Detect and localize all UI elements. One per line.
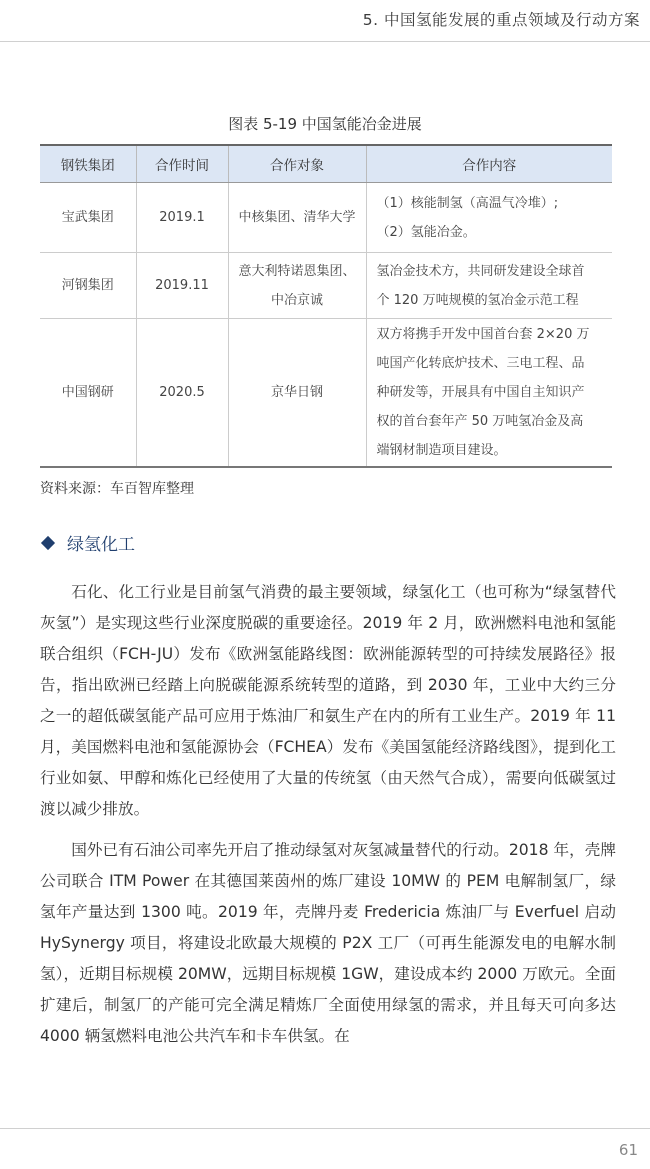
content-line: 个 120 万吨规模的氢冶金示范工程 [376, 292, 579, 308]
table-header-row [40, 145, 612, 183]
table-row [40, 319, 612, 467]
cell-group: 河钢集团 [40, 253, 136, 319]
source-note: 资料来源：车百智库整理 [40, 481, 194, 497]
content-line: （1）核能制氢（高温气冷堆）; [376, 195, 559, 211]
cell-content [366, 253, 612, 319]
column-header: 钢铁集团 [40, 145, 136, 183]
partner-line: 意大利特诺恩集团、 [238, 263, 356, 279]
cell-partner [228, 319, 366, 467]
partner-line: 中核集团、清华大学 [238, 210, 356, 225]
column-header: 合作内容 [366, 145, 612, 183]
content-line: 双方将携手开发中国首台套 2×20 万 [376, 326, 590, 342]
content-line: 吨国产化转底炉技术、三电工程、品 [376, 355, 585, 371]
cell-content [366, 319, 612, 467]
table-row [40, 183, 612, 253]
body-text [40, 577, 616, 1062]
section-title: 绿氢化工 [67, 535, 135, 555]
content-line: 氢冶金技术方，共同研发建设全球首 [376, 263, 585, 279]
cell-partner [228, 253, 366, 319]
cell-group: 宝武集团 [40, 183, 136, 253]
cell-time: 2020.5 [136, 319, 228, 467]
content-line: （2）氢能冶金。 [376, 224, 476, 240]
cell-content [366, 183, 612, 253]
table-row [40, 253, 612, 319]
cell-time: 2019.1 [136, 183, 228, 253]
partner-line: 京华日钢 [270, 384, 323, 400]
running-header: 5. 中国氢能发展的重点领域及行动方案 [362, 11, 640, 29]
hydrogen-metallurgy-table [40, 144, 612, 468]
cell-partner [228, 183, 366, 253]
page-number: 61 [618, 1141, 638, 1159]
footer-divider [0, 1128, 650, 1129]
paragraph: 石化、化工行业是目前氢气消费的最主要领域，绿氢化工（也可称为“绿氢替代灰氢”）是实现这些行业深度脱碳的重要途径。2019 年 2 月，欧洲燃料电池和氢能联合组织（FCH-JU）发布《欧洲氢能路线图：欧洲能源转型的可持续发展路径》报告，指出欧洲已经踏上向脱碳能源系统转型的道路，到 2030 年，工业中大约三分之一的超低碳氢能产品可应用于炼油厂和氨生产在内的所有工业生产。2019 年 11 月，美国燃料电池和氢能源协会（FCHEA）发布《美国氢能经济路线图》，提到化工行业如氨、甲醇和炼化已经使用了大量的传统氢（由天然气合成），需要向低碳氢过渡以减少排放。 [40, 583, 616, 818]
section-heading [40, 530, 135, 555]
table-caption: 图表 5-19 中国氢能冶金进展 [228, 115, 422, 133]
cell-time: 2019.11 [136, 253, 228, 319]
content-line: 种研发等，开展具有中国自主知识产 [376, 384, 585, 400]
header-divider [0, 41, 650, 42]
column-header: 合作时间 [136, 145, 228, 183]
content-line: 权的首台套年产 50 万吨氢冶金及高 [376, 413, 584, 429]
diamond-bullet-icon [41, 535, 55, 549]
partner-line: 中冶京诚 [270, 292, 323, 308]
paragraph: 国外已有石油公司率先开启了推动绿氢对灰氢减量替代的行动。2018 年，壳牌公司联合 ITM Power 在其德国莱茵州的炼厂建设 10MW 的 PEM 电解制氢厂，绿氢年产量达到 1300 吨。2019 年，壳牌丹麦 Fredericia 炼油厂与 Everfuel 启动 HySynergy 项目，将建设北欧最大规模的 P2X 工厂（可再生能源发电的电解水制氢），近期目标规模 20MW，远期目标规模 1GW，建设成本约 2000 万欧元。全面扩建后，制氢厂的产能可完全满足精炼厂全面使用绿氢的需求，并且每天可向多达 4000 辆氢燃料电池公共汽车和卡车供氢。在 [40, 841, 616, 1045]
content-line: 端钢材制造项目建设。 [376, 442, 507, 458]
cell-group: 中国钢研 [40, 319, 136, 467]
column-header: 合作对象 [228, 145, 366, 183]
